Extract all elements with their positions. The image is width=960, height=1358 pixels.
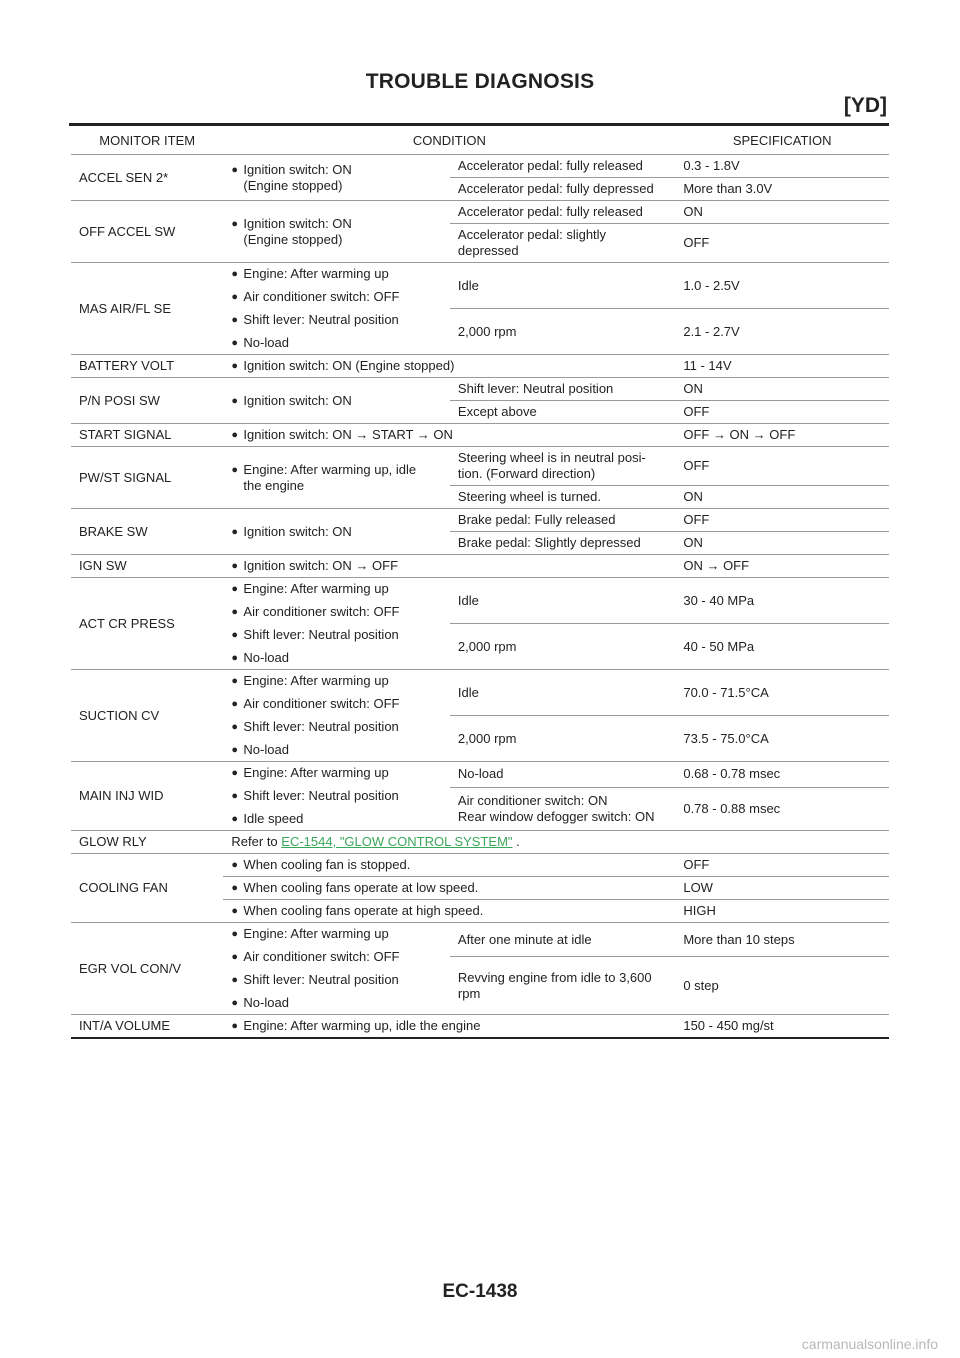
sub-condition: Brake pedal: Slightly depressed <box>450 532 675 555</box>
condition-bullet: ● Air conditioner switch: OFF <box>231 696 442 712</box>
sub-condition: Accelerator pedal: fully depressed <box>450 178 675 201</box>
condition-list <box>231 358 667 374</box>
table-row <box>71 854 889 877</box>
monitor-item: EGR VOL CON/V <box>71 923 223 1015</box>
monitor-item: COOLING FAN <box>71 854 223 923</box>
table-row <box>71 201 889 224</box>
condition-list <box>231 266 442 351</box>
monitor-item: START SIGNAL <box>71 424 223 447</box>
section-code: [YD] <box>843 94 887 117</box>
specification: OFF <box>675 447 889 486</box>
table-row <box>71 555 889 578</box>
page-title: TROUBLE DIAGNOSIS <box>365 70 595 93</box>
condition-cell <box>223 424 675 447</box>
refer-suffix: . <box>512 834 520 849</box>
condition-bullet: ● No-load <box>231 742 442 758</box>
specification: HIGH <box>675 900 889 923</box>
table-row <box>71 355 889 378</box>
glow-control-system-link[interactable]: EC-1544, "GLOW CONTROL SYSTEM" <box>281 834 513 849</box>
header-condition: CONDITION <box>223 128 675 155</box>
condition-bullet: ● No-load <box>231 995 442 1011</box>
specification: OFF <box>675 854 889 877</box>
sub-condition: Revving engine from idle to 3,600 rpm <box>450 957 675 1015</box>
sub-condition: 2,000 rpm <box>450 624 675 670</box>
condition-bullet: ● Idle speed <box>231 811 442 827</box>
table-row <box>71 578 889 624</box>
condition-cell <box>223 355 675 378</box>
condition-list <box>231 558 667 574</box>
condition-cell <box>223 877 675 900</box>
table-row <box>71 509 889 532</box>
condition-bullet: ● Shift lever: Neutral position <box>231 627 442 643</box>
sub-condition: Accelerator pedal: fully released <box>450 155 675 178</box>
condition-bullet: ● Air conditioner switch: OFF <box>231 949 442 965</box>
condition-bullet: ● Air conditioner switch: OFF <box>231 289 442 305</box>
sub-condition: Steering wheel is in neutral posi- tion. (Forward direction) <box>450 447 675 486</box>
condition-bullet: ● Ignition switch: ON (Engine stopped) <box>231 358 667 374</box>
condition-cell <box>223 555 675 578</box>
specification: 73.5 - 75.0°CA <box>675 716 889 762</box>
sub-condition: Accelerator pedal: slightly depressed <box>450 224 675 263</box>
monitor-item: BATTERY VOLT <box>71 355 223 378</box>
condition-bullet: ● Shift lever: Neutral position <box>231 972 442 988</box>
condition-cell <box>223 201 450 263</box>
specification: 150 - 450 mg/st <box>675 1015 889 1039</box>
condition-bullet: ● Engine: After warming up <box>231 581 442 597</box>
monitor-item: BRAKE SW <box>71 509 223 555</box>
table-header-row <box>71 128 889 155</box>
refer-prefix: Refer to <box>231 834 282 849</box>
condition-bullet: ● Ignition switch: ON <box>231 524 442 540</box>
specification: 70.0 - 71.5°CA <box>675 670 889 716</box>
condition-bullet: ● Engine: After warming up <box>231 765 442 781</box>
condition-bullet: ● Air conditioner switch: OFF <box>231 604 442 620</box>
condition-bullet: ● Shift lever: Neutral position <box>231 719 442 735</box>
condition-list <box>231 903 667 919</box>
condition-list <box>231 880 667 896</box>
condition-bullet: ● When cooling fans operate at low speed. <box>231 880 667 896</box>
condition-list <box>231 673 442 758</box>
monitor-item: P/N POSI SW <box>71 378 223 424</box>
specification: 11 - 14V <box>675 355 889 378</box>
specification: 2.1 - 2.7V <box>675 309 889 355</box>
condition-cell <box>223 578 450 670</box>
specification: 40 - 50 MPa <box>675 624 889 670</box>
header-monitor-item: MONITOR ITEM <box>71 128 223 155</box>
sub-condition: 2,000 rpm <box>450 716 675 762</box>
condition-list <box>231 393 442 409</box>
specification: LOW <box>675 877 889 900</box>
watermark: carmanualsonline.info <box>801 1336 938 1352</box>
condition-list <box>231 216 442 248</box>
monitor-item: GLOW RLY <box>71 831 223 854</box>
condition-bullet: ● When cooling fan is stopped. <box>231 857 667 873</box>
specification: ON → OFF <box>675 555 889 578</box>
specification: ON <box>675 486 889 509</box>
table-body <box>71 155 889 1039</box>
condition-cell <box>223 155 450 201</box>
sub-condition: Idle <box>450 578 675 624</box>
table-row <box>71 831 889 854</box>
condition-bullet: ● When cooling fans operate at high speed. <box>231 903 667 919</box>
condition-cell <box>223 509 450 555</box>
specification: 0.68 - 0.78 msec <box>675 762 889 788</box>
condition-cell <box>223 923 450 1015</box>
condition-bullet: ● Engine: After warming up <box>231 266 442 282</box>
condition-cell <box>223 378 450 424</box>
condition-list <box>231 427 667 443</box>
specification: 0.3 - 1.8V <box>675 155 889 178</box>
sub-condition: Idle <box>450 263 675 309</box>
condition-bullet: ● Ignition switch: ON <box>231 393 442 409</box>
sub-condition: No-load <box>450 762 675 788</box>
condition-cell <box>223 762 450 831</box>
table-row <box>71 762 889 788</box>
sub-condition: Air conditioner switch: ON Rear window defogger switch: ON <box>450 787 675 830</box>
condition-list <box>231 765 442 827</box>
table-row <box>71 447 889 486</box>
table-row <box>71 923 889 957</box>
condition-list <box>231 1018 667 1034</box>
specification: ON <box>675 532 889 555</box>
condition-list <box>231 462 442 494</box>
condition-list <box>231 926 442 1011</box>
monitor-item: SUCTION CV <box>71 670 223 762</box>
condition-bullet: ● No-load <box>231 335 442 351</box>
condition-bullet: ● Ignition switch: ON → START → ON <box>231 427 667 443</box>
table-row <box>71 424 889 447</box>
sub-condition: Idle <box>450 670 675 716</box>
condition-cell <box>223 670 450 762</box>
condition-bullet: ● Engine: After warming up <box>231 926 442 942</box>
condition-bullet: ● Engine: After warming up, idle the engine <box>231 462 442 494</box>
specification: More than 3.0V <box>675 178 889 201</box>
condition-bullet: ● Shift lever: Neutral position <box>231 312 442 328</box>
monitor-item: ACT CR PRESS <box>71 578 223 670</box>
sub-condition: Accelerator pedal: fully released <box>450 201 675 224</box>
specification: 1.0 - 2.5V <box>675 263 889 309</box>
specification: 0 step <box>675 957 889 1015</box>
condition-cell <box>223 1015 675 1039</box>
header-rule <box>69 123 889 126</box>
sub-condition: Except above <box>450 401 675 424</box>
specification: OFF <box>675 224 889 263</box>
monitor-item: PW/ST SIGNAL <box>71 447 223 509</box>
table-row <box>71 263 889 309</box>
sub-condition: Brake pedal: Fully released <box>450 509 675 532</box>
condition-list <box>231 581 442 666</box>
condition-cell <box>223 900 675 923</box>
specification: OFF <box>675 509 889 532</box>
condition-bullet: ● Engine: After warming up, idle the engine <box>231 1018 667 1034</box>
table-row <box>71 378 889 401</box>
monitor-item: MAS AIR/FL SE <box>71 263 223 355</box>
condition-cell <box>223 447 450 509</box>
condition-bullet: ● Ignition switch: ON → OFF <box>231 558 667 574</box>
condition-cell <box>223 854 675 877</box>
monitor-spec-table <box>71 128 889 1039</box>
monitor-item: OFF ACCEL SW <box>71 201 223 263</box>
specification: OFF → ON → OFF <box>675 424 889 447</box>
condition-cell <box>223 263 450 355</box>
monitor-item: INT/A VOLUME <box>71 1015 223 1039</box>
table-row <box>71 1015 889 1039</box>
condition-bullet: ● Engine: After warming up <box>231 673 442 689</box>
specification: 0.78 - 0.88 msec <box>675 787 889 830</box>
condition-list <box>231 857 667 873</box>
specification: More than 10 steps <box>675 923 889 957</box>
condition-list <box>231 524 442 540</box>
table-row <box>71 670 889 716</box>
sub-condition: After one minute at idle <box>450 923 675 957</box>
condition-bullet: ● No-load <box>231 650 442 666</box>
sub-condition: 2,000 rpm <box>450 309 675 355</box>
condition-list <box>231 162 442 194</box>
sub-condition: Shift lever: Neutral position <box>450 378 675 401</box>
specification: ON <box>675 378 889 401</box>
sub-condition: Steering wheel is turned. <box>450 486 675 509</box>
specification: 30 - 40 MPa <box>675 578 889 624</box>
condition-bullet: ● Ignition switch: ON (Engine stopped) <box>231 162 442 194</box>
monitor-item: MAIN INJ WID <box>71 762 223 831</box>
table-row <box>71 155 889 178</box>
refer-cell <box>223 831 889 854</box>
header-specification: SPECIFICATION <box>675 128 889 155</box>
page-number: EC-1438 <box>442 1281 518 1302</box>
specification: ON <box>675 201 889 224</box>
specification: OFF <box>675 401 889 424</box>
condition-bullet: ● Ignition switch: ON (Engine stopped) <box>231 216 442 248</box>
condition-bullet: ● Shift lever: Neutral position <box>231 788 442 804</box>
monitor-item: IGN SW <box>71 555 223 578</box>
monitor-item: ACCEL SEN 2* <box>71 155 223 201</box>
